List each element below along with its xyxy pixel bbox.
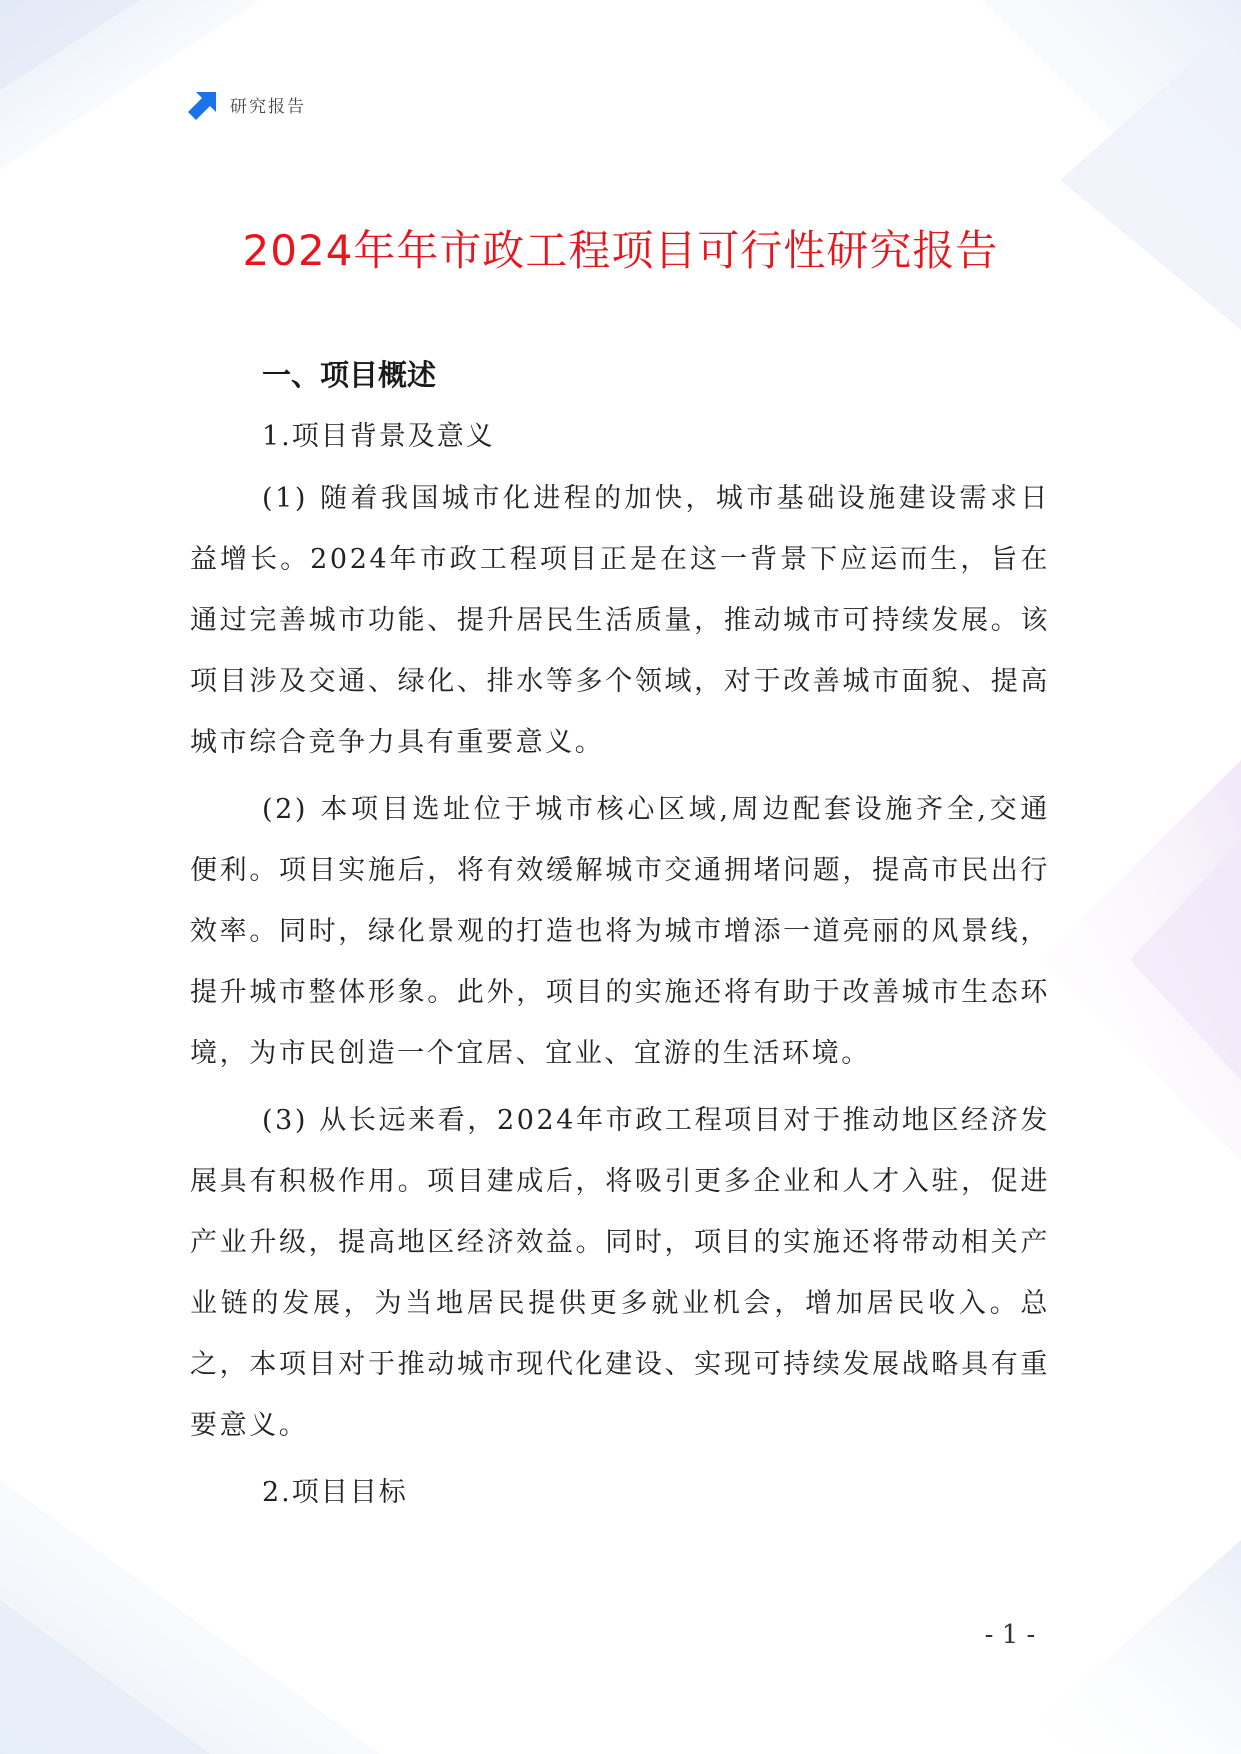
document-body (190, 350, 1050, 1518)
header-label: 研究报告 (230, 96, 306, 117)
section-heading: 一、项目概述 (262, 358, 437, 392)
sub-heading-background: 1.项目背景及意义 (262, 421, 495, 452)
arrow-up-right-icon (188, 88, 220, 120)
paragraph-1: (1) 随着我国城市化进程的加快，城市基础设施建设需求日益增长。2024年市政工程项目正是在这一背景下应运而生，旨在通过完善城市功能、提升居民生活质量，推动城市可持续发展。该项目涉及交通、绿化、排水等多个领域，对于改善城市面貌、提高城市综合竞争力具有重要意义。 (190, 483, 1050, 758)
page-number: - 1 - (984, 1620, 1036, 1650)
report-header (188, 88, 306, 120)
sub-heading-objectives: 2.项目目标 (262, 1477, 408, 1508)
paragraph-3: (3) 从长远来看，2024年市政工程项目对于推动地区经济发展具有积极作用。项目建成后，将吸引更多企业和人才入驻，促进产业升级，提高地区经济效益。同时，项目的实施还将带动相关产业链的发展，为当地居民提供更多就业机会，增加居民收入。总之，本项目对于推动城市现代化建设、实现可持续发展战略具有重要意义。 (190, 1105, 1050, 1441)
document-title: 2024年年市政工程项目可行性研究报告 (242, 226, 999, 275)
paragraph-2: (2) 本项目选址位于城市核心区域,周边配套设施齐全,交通便利。项目实施后，将有效缓解城市交通拥堵问题，提高市民出行效率。同时，绿化景观的打造也将为城市增添一道亮丽的风景线，提升城市整体形象。此外，项目的实施还将有助于改善城市生态环境，为市民创造一个宜居、宜业、宜游的生活环境。 (190, 794, 1050, 1069)
